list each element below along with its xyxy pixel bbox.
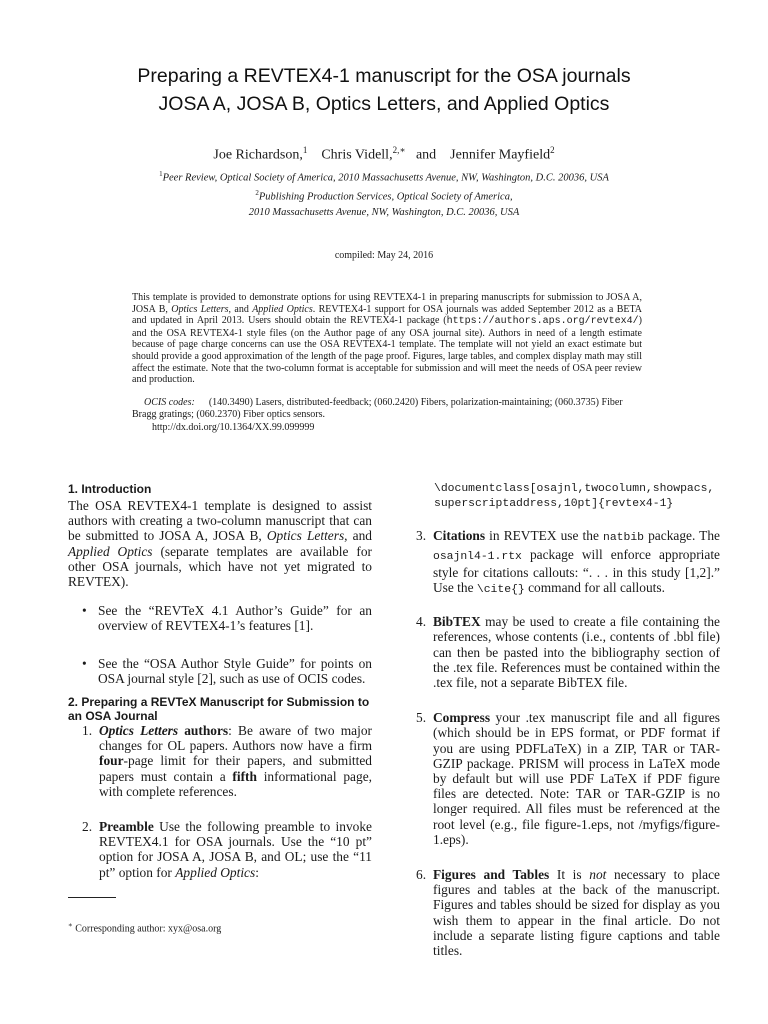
affiliation-mark: 1	[159, 170, 163, 178]
abstract-text	[132, 292, 642, 386]
right-column	[416, 482, 720, 958]
list-item	[68, 656, 372, 686]
author-affiliation-mark: 2,∗	[392, 145, 406, 155]
list-item	[416, 614, 720, 690]
list-item-text: See the “OSA Author Style Guide” for points on OSA journal style [2], such as use of OCIS codes.	[98, 655, 372, 686]
text-segment: Figures and Tables	[433, 867, 550, 883]
abstract-segment: ) and the OSA REVTEX4-1 style files (on the Author page of any OSA journal site). Authors in need of a length estimate because of page charge concerns can use the OSA REVTEX4-1 template. The template will not yield an exact estimate but should provide a good approximation of the length of the page proof. Figures, large tables, and complex display math may still affect the estimate. Note that the two-column format is acceptable for submission and will meet the needs of OSA peer review and production.	[132, 315, 642, 386]
author-list	[0, 145, 768, 164]
affiliation-1	[0, 170, 768, 184]
text-segment: package. The	[644, 528, 720, 544]
left-column	[68, 482, 372, 880]
text-segment: necessary to place figures and tables at the back of the manuscript. Figures and tables should be sized for display as you wish them to appear in the final article. Do not include a separate listing figure captions and table titles.	[433, 867, 720, 959]
section-heading-introduction: 1. Introduction	[68, 482, 152, 496]
text-segment: command for all callouts.	[524, 580, 665, 596]
list-item	[416, 867, 720, 958]
author-conjunction: and	[415, 147, 437, 163]
text-segment: (separate templates are available for other OSA journals, which have not yet migrated to REVTEX).	[68, 543, 372, 590]
text-segment: It is	[549, 867, 590, 883]
list-number: 6.	[416, 867, 427, 883]
text-segment: not	[589, 867, 607, 883]
list-item	[68, 603, 372, 633]
journal-name: Applied Optics	[175, 864, 256, 880]
text-segment: your .tex manuscript file and all figures (which should be in EPS format, or PDF format if you are using PDFLaTeX) in a ZIP, TAR or TAR-GZIP package. PRISM will process in LaTeX mode by default but will use PDF LaTeX if PDF figure files are detected. Note: TAR or TAR-GZIP is no longer required. All files must be referenced at the root level (e.g., file figure-1.eps, not /myfigs/figure-1.eps).	[433, 710, 720, 847]
code-line: superscriptaddress,10pt]{revtex4-1}	[434, 498, 674, 511]
bullet-icon: •	[82, 655, 87, 671]
author-name: Jennifer Mayfield	[450, 147, 551, 163]
footnote-rule	[68, 897, 116, 898]
footnote	[68, 921, 221, 934]
ocis-label: OCIS codes:	[144, 397, 195, 408]
journal-name: Applied Optics	[68, 543, 153, 559]
list-number: 5.	[416, 710, 427, 726]
author-affiliation-mark: 2	[550, 145, 555, 155]
footnote-text: Corresponding author: xyx@osa.org	[75, 923, 222, 935]
text-segment: Compress	[433, 710, 491, 726]
code-segment: osajnl4-1.rtx	[433, 550, 522, 563]
author-affiliation-mark: 1	[302, 145, 308, 155]
code-line: \documentclass[osajnl,twocolumn,showpacs,	[434, 483, 715, 495]
journal-name: Optics Letters	[171, 303, 229, 315]
text-segment: : Be aware of two major changes for OL papers. Authors now have a firm	[99, 723, 372, 754]
author-name: Joe Richardson,	[213, 147, 303, 163]
text-segment: Citations	[433, 528, 486, 544]
text-segment: may be used to create a file containing the references, whose contents (i.e., contents of .bbl file) can then be pasted into the bibliography section of the .tex file. References must be contained within the .tex file, not a separate BibTEX file.	[433, 614, 720, 691]
title-line-1: Preparing a REVTEX4-1 manuscript for the OSA journals	[137, 65, 631, 87]
text-segment: fifth	[232, 768, 257, 784]
abstract-segment: . REVTEX4-1 support for OSA journals was added September 2012 as a BETA and updated in April 2013. Users should obtain the REVTEX4-1 package (	[132, 303, 642, 327]
compiled-date: compiled: May 24, 2016	[334, 250, 434, 261]
list-number: 1.	[82, 723, 93, 739]
text-segment: informational page, with complete references.	[99, 768, 372, 799]
list-number: 4.	[416, 614, 427, 630]
affiliation-text: Peer Review, Optical Society of America, 2010 Massachusetts Avenue, NW, Washington, D.C. 20036, USA	[162, 172, 609, 184]
affiliation-2	[0, 189, 768, 203]
text-segment: -page limit for their papers, and submitted papers must contain a	[99, 753, 372, 784]
text-segment: :	[255, 864, 259, 880]
footnote-mark: ∗	[68, 921, 73, 929]
list-item-text: See the “REVTeX 4.1 Author’s Guide” for an overview of REVTEX4-1’s features [1].	[98, 603, 372, 634]
code-block	[434, 482, 720, 512]
list-item	[82, 819, 372, 880]
list-item	[416, 710, 720, 847]
text-segment: four	[99, 753, 124, 769]
text-segment: The OSA REVTEX4-1 template is designed to assist authors with creating a two-column manuscript that can be submitted to JOSA A, JOSA B,	[68, 498, 372, 544]
affiliation-text: Publishing Production Services, Optical Society of America,	[258, 191, 513, 203]
abstract-segment: This template is provided to demonstrate options for using REVTEX4-1 in preparing manuscripts for submission to JOSA A, JOSA B,	[132, 292, 642, 315]
text-segment: package will enforce appropriate style for citations callouts: “. . . in this study [1,2].” Use the	[433, 546, 720, 596]
affiliation-mark: 2	[255, 189, 259, 197]
title-line-2: JOSA A, JOSA B, Optics Letters, and Applied Optics	[158, 93, 610, 115]
text-segment: Use the following preamble to invoke REVTEX4.1 for OSA journals. Use the “10 pt” option for JOSA A, JOSA B, and OL; use the “11 pt” option for	[99, 819, 372, 880]
list-item	[82, 723, 372, 799]
ocis-codes	[132, 397, 642, 420]
journal-name: Optics Letters	[266, 528, 345, 544]
code-segment: natbib	[603, 532, 645, 545]
journal-name: Applied Optics	[252, 303, 313, 315]
list-number: 2.	[82, 819, 93, 835]
ocis-text: (140.3490) Lasers, distributed-feedback; (060.2420) Fibers, polarization-maintaining; (060.3735) Fiber Bragg gratings; (060.2370) Fiber optics sensors.	[132, 397, 623, 420]
text-segment: BibTEX	[433, 614, 481, 630]
code-segment: \cite{}	[476, 584, 525, 597]
paper-title	[40, 62, 728, 118]
text-segment: Preamble	[99, 819, 154, 835]
doi-link[interactable]: http://dx.doi.org/10.1364/XX.99.099999	[152, 422, 315, 433]
abstract	[132, 292, 642, 386]
intro-paragraph	[68, 498, 372, 589]
section-heading-preparing: 2. Preparing a REVTeX Manuscript for Submission to an OSA Journal	[68, 695, 370, 724]
bullet-icon: •	[82, 603, 87, 619]
revtex-url-link[interactable]: https://authors.aps.org/revtex4/	[446, 316, 639, 328]
list-item	[416, 528, 720, 598]
text-segment: Optics Letters	[99, 723, 179, 739]
abstract-segment: , and	[228, 303, 253, 315]
affiliation-2-address: 2010 Massachusetts Avenue, NW, Washington, D.C. 20036, USA	[248, 207, 520, 218]
text-segment: in REVTEX use the	[485, 528, 603, 544]
list-number: 3.	[416, 528, 427, 544]
text-segment: , and	[344, 528, 372, 544]
author-name: Chris Videll,	[321, 147, 393, 163]
text-segment: authors	[178, 723, 229, 739]
